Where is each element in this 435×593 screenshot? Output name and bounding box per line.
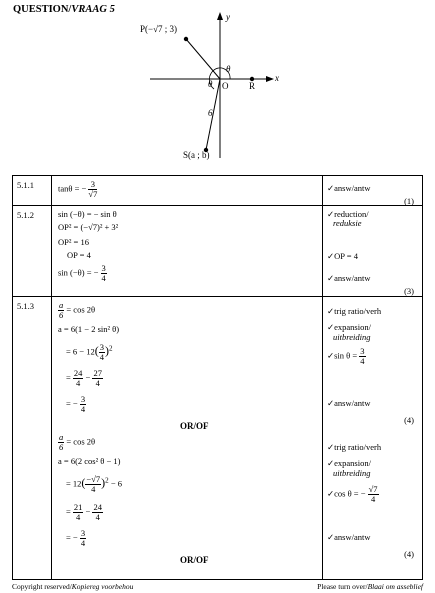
mark-item: ✓expansion/ [327,458,371,468]
working-line: OP = 4 [67,250,91,260]
label-s: S(a ; b) [183,150,210,160]
working-cell [52,297,323,580]
y-axis-label: y [226,12,230,22]
mark-item: ✓OP = 4 [327,251,358,261]
x-axis-arrow-icon [266,76,274,82]
point-p [184,37,188,41]
mark-total: (4) [404,415,414,425]
table-row-5-1-3 [13,297,423,580]
question-heading: QUESTION/VRAAG 5 [13,4,115,15]
memo-table [12,175,423,580]
or-separator: OR/OF [180,555,209,565]
working-cell [52,176,323,206]
working-line: $\frac{a}{6}$ = cos 2θ [59,300,96,320]
marks-cell [323,176,423,206]
working-line: a = 6(1 − 2 sin² θ) [58,324,120,334]
mark-item: uitbreiding [333,332,371,342]
mark-item: ✓cos θ = − $\frac{√7}{4}$ [327,484,378,504]
label-origin: O [222,81,229,91]
mark-item: ✓trig ratio/verh [327,306,382,316]
table-row-5-1-2 [13,206,423,297]
mark-item: ✓answ/antw [327,183,371,193]
working-line: = − $\frac{3}{4}$ [66,528,86,548]
mark-total: (3) [404,286,414,296]
mark-total: (4) [404,549,414,559]
footer-copyright: Copyright reserved/Kopiereg voorbehou [12,582,134,591]
working-line: sin (−θ) = − $\frac{3}{4}$ [58,263,106,283]
label-r: R [249,81,256,91]
working-line: = $\frac{21}{4}$ − $\frac{24}{4}$ [66,502,102,522]
mark-item: ✓reduction/ [327,209,369,219]
mark-item: ✓sin θ = $\frac{3}{4}$ [327,346,365,366]
working-line: $\frac{a}{6}$ = cos 2θ [59,432,96,452]
question-number: 5.1.3 [13,297,52,580]
marks-cell [323,206,423,297]
mark-item: reduksie [333,218,362,228]
table-row-5-1-1 [13,176,423,206]
working-line: sin (−θ) = − sin θ [58,209,117,219]
mark-item: uitbreiding [333,468,371,478]
y-axis-arrow-icon [217,12,223,20]
working-line: tanθ = − $\frac{3}{√7}$ [58,179,98,199]
working-cell [52,206,323,297]
working-line: = $\frac{24}{4}$ − $\frac{27}{4}$ [66,368,102,388]
label-p: P(−√7 ; 3) [140,24,178,34]
mark-total: (1) [404,196,414,206]
or-separator: OR/OF [180,421,209,431]
cartesian-diagram [0,0,435,170]
working-line: OP² = 16 [58,237,89,247]
working-line: = 12( $\frac{-√7}{4}$ )$^2$ − 6 [66,474,122,494]
label-length-6: 6 [208,108,213,118]
question-number: 5.1.2 [13,206,52,297]
mark-item: ✓expansion/ [327,322,371,332]
working-line: a = 6(2 cos² θ − 1) [58,456,121,466]
label-theta-upper: θ [226,64,231,74]
question-number: 5.1.1 [13,176,52,206]
working-line: = − $\frac{3}{4}$ [66,394,86,414]
mark-item: ✓answ/antw [327,532,371,542]
mark-item: ✓answ/antw [327,398,371,408]
working-line: OP² = (−√7)² + 3² [58,222,119,232]
marks-cell [323,297,423,580]
label-theta-lower: θ [208,79,213,89]
mark-item: ✓trig ratio/verh [327,442,382,452]
mark-item: ✓answ/antw [327,273,371,283]
x-axis-label: x [275,73,279,83]
working-line: = 6 − 12( $\frac{3}{4}$ )$^2$ [66,342,113,362]
op-ray [186,39,220,79]
footer-turn-over: Please turn over/Blaai om asseblief [317,582,423,591]
